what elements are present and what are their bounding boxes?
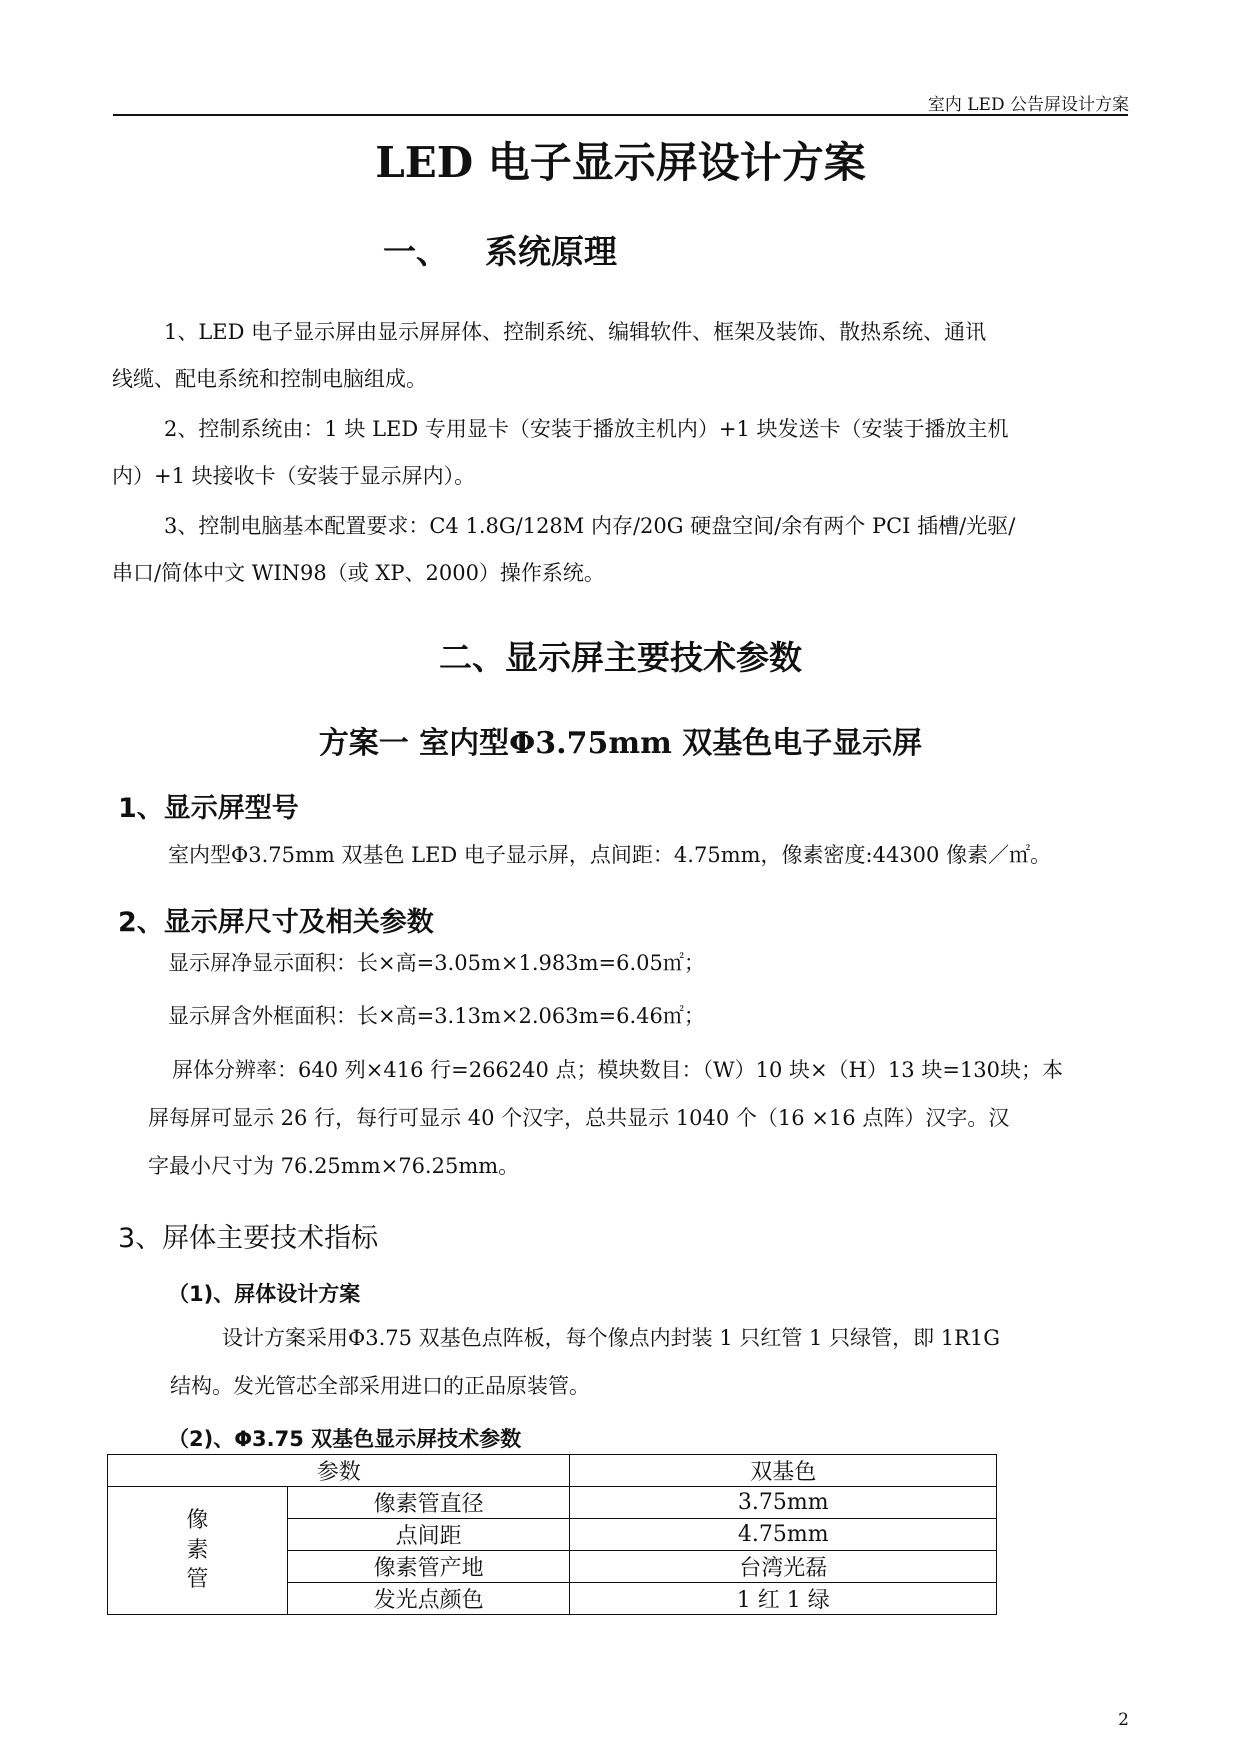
running-header: 室内 LED 公告屏设计方案 <box>927 95 1129 115</box>
group-cell-pixel-tube <box>108 1487 288 1615</box>
subsection-1-text: 室内型Φ3.75mm 双基色 LED 电子显示屏，点间距：4.75mm，像素密度:44300 像素／㎡。 <box>168 843 1052 867</box>
item-2-title: （2)、Φ3.75 双基色显示屏技术参数 <box>168 1427 522 1451</box>
group-char-1: 像 <box>186 1507 209 1533</box>
subsection-2-line-3: 屏体分辨率：640 列×416 行=266240 点；模块数目：（W）10 块×（H）13 块=130块；本 <box>172 1058 1064 1082</box>
header-rule <box>113 114 1128 116</box>
plan-title: 方案一 室内型Φ3.75mm 双基色电子显示屏 <box>318 726 923 761</box>
subsection-2-line-2: 显示屏含外框面积：长×高=3.13m×2.063m=6.46㎡； <box>168 1004 705 1028</box>
section-1-title: 系统原理 <box>485 232 617 271</box>
subsection-2-line-5: 字最小尺寸为 76.25mm×76.25mm。 <box>148 1154 520 1178</box>
item-1-line-2: 结构。发光管芯全部采用进口的正品原装管。 <box>170 1374 590 1398</box>
parameter-table <box>107 1454 997 1615</box>
row-name: 像素管直径 <box>287 1487 570 1519</box>
para-2-line-1: 2、控制系统由：1 块 LED 专用显卡（安装于播放主机内）+1 块发送卡（安装于播放主机 <box>164 417 1009 441</box>
section-1-heading <box>383 226 617 273</box>
section-1-number: 一、 <box>383 232 449 271</box>
row-name: 像素管产地 <box>287 1551 570 1583</box>
page-number: 2 <box>1118 1710 1129 1730</box>
row-value: 4.75mm <box>570 1519 997 1551</box>
subsection-3-title: 3、屏体主要技术指标 <box>118 1223 379 1254</box>
row-value: 台湾光磊 <box>570 1551 997 1583</box>
para-2-line-2: 内）+1 块接收卡（安装于显示屏内）。 <box>112 464 476 488</box>
table-header-value: 双基色 <box>570 1455 997 1487</box>
para-3-line-2: 串口/简体中文 WIN98（或 XP、2000）操作系统。 <box>112 561 605 585</box>
section-2-heading: 二、显示屏主要技术参数 <box>439 638 802 677</box>
group-char-2: 素 <box>186 1537 209 1563</box>
table-header-param: 参数 <box>108 1455 570 1487</box>
item-1-title: （1)、屏体设计方案 <box>168 1282 361 1306</box>
subsection-2-line-4: 屏每屏可显示 26 行，每行可显示 40 个汉字，总共显示 1040 个（16 ×16 点阵）汉字。汉 <box>148 1106 1010 1130</box>
para-3-line-1: 3、控制电脑基本配置要求：C4 1.8G/128M 内存/20G 硬盘空间/余有两个 PCI 插槽/光驱/ <box>164 514 1016 538</box>
row-name: 发光点颜色 <box>287 1583 570 1615</box>
para-1-line-1: 1、LED 电子显示屏由显示屏屏体、控制系统、编辑软件、框架及装饰、散热系统、通讯 <box>164 320 987 344</box>
row-value: 3.75mm <box>570 1487 997 1519</box>
group-char-3: 管 <box>186 1567 209 1593</box>
row-name: 点间距 <box>287 1519 570 1551</box>
subsection-1-title: 1、显示屏型号 <box>118 793 299 824</box>
document-title: LED 电子显示屏设计方案 <box>375 138 866 187</box>
subsection-2-title: 2、显示屏尺寸及相关参数 <box>118 907 434 938</box>
table-header-row <box>108 1455 997 1487</box>
table-row <box>108 1487 997 1519</box>
para-1-line-2: 线缆、配电系统和控制电脑组成。 <box>112 367 427 391</box>
row-value: 1 红 1 绿 <box>570 1583 997 1615</box>
subsection-2-line-1: 显示屏净显示面积：长×高=3.05m×1.983m=6.05㎡； <box>168 951 705 975</box>
item-1-line-1: 设计方案采用Φ3.75 双基色点阵板，每个像点内封装 1 只红管 1 只绿管，即 1R1G <box>222 1326 1001 1350</box>
